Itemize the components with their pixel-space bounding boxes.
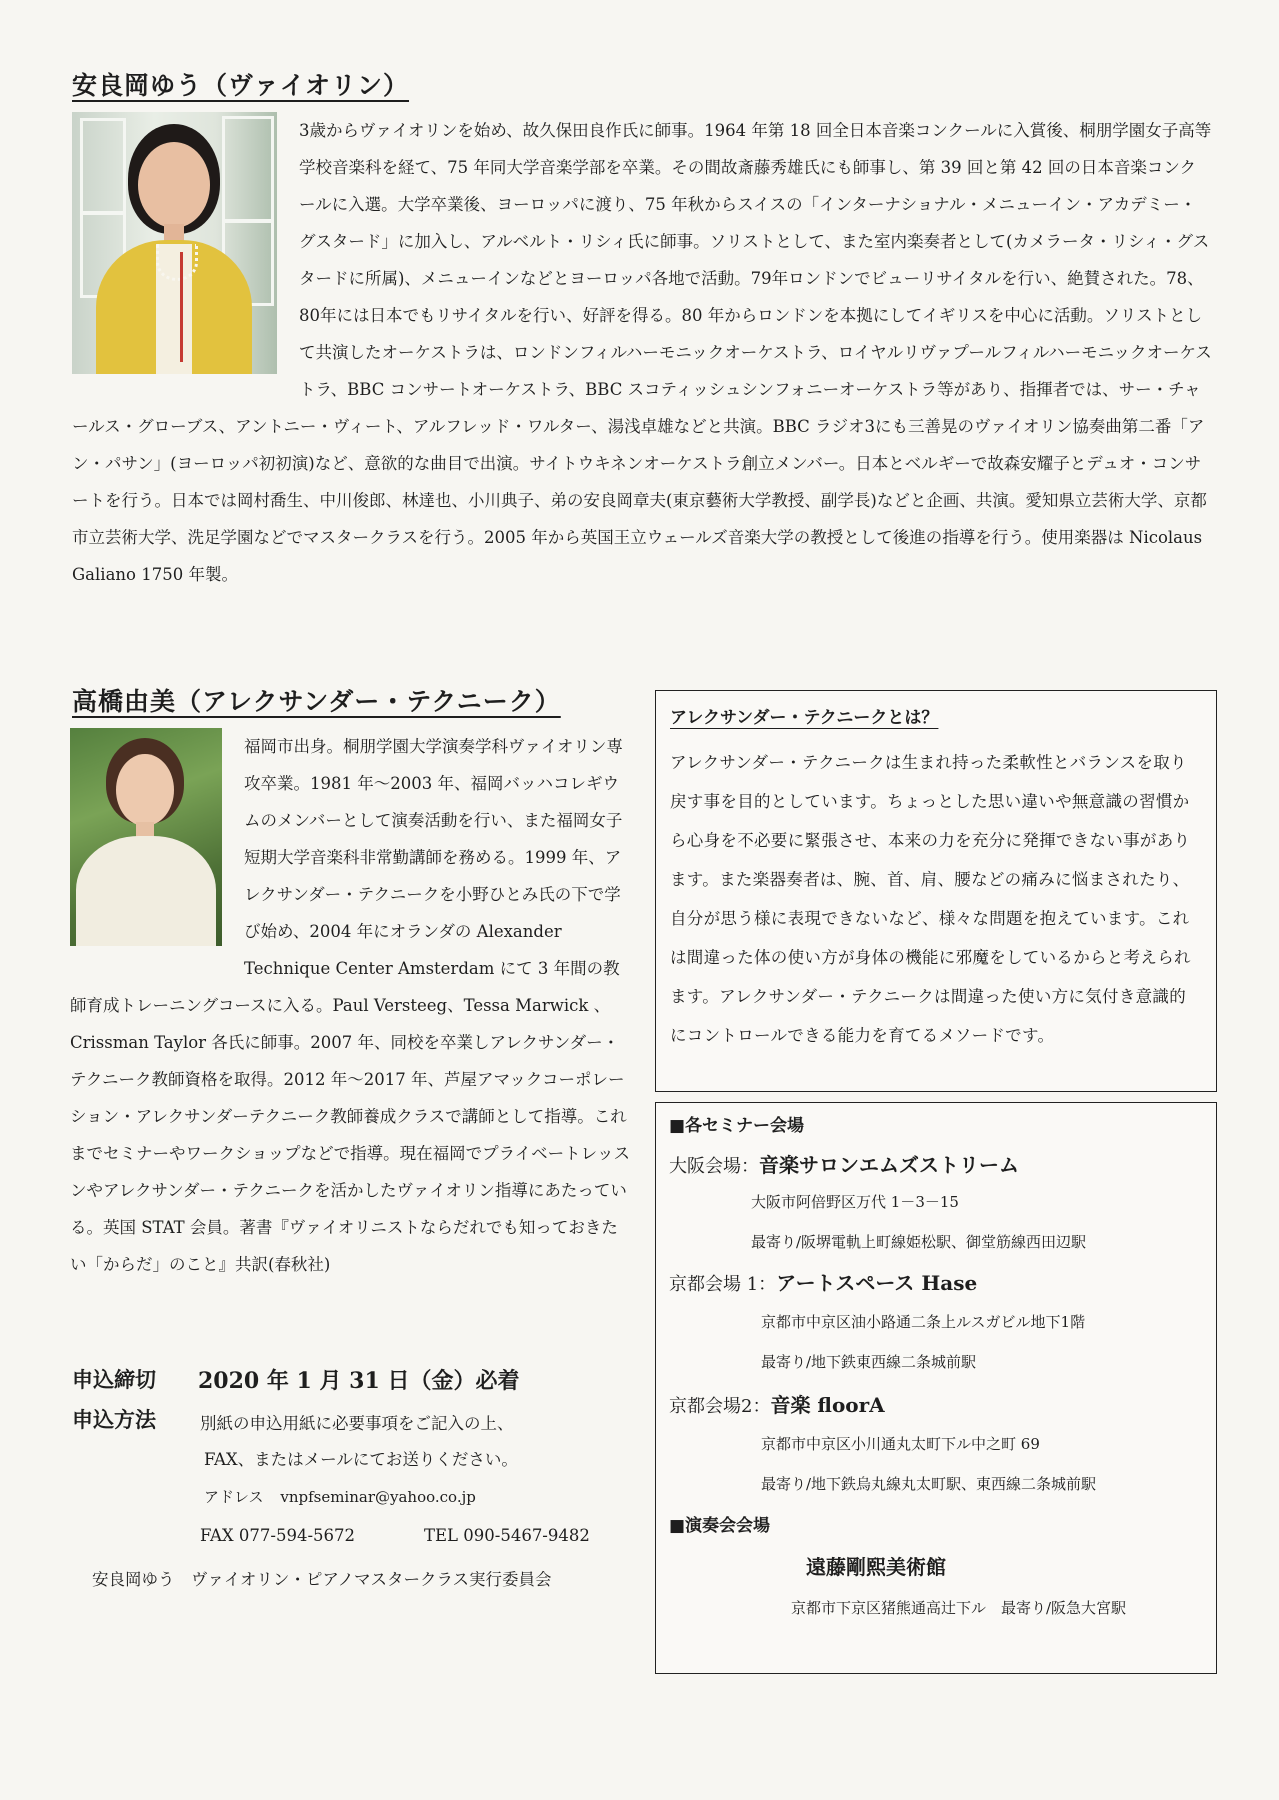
email-address: vnpfseminar@yahoo.co.jp <box>280 1488 476 1506</box>
deadline-label: 申込締切 <box>72 1367 156 1392</box>
about-box-title: アレクサンダー・テクニークとは？ <box>670 708 939 728</box>
profile2-section <box>70 728 630 1283</box>
kyoto2-venue-label: 京都会場2： <box>669 1396 771 1417</box>
kyoto1-venue-name: アートスペース Hase <box>776 1271 978 1295</box>
fax-number: FAX 077-594-5672 <box>200 1526 356 1545</box>
tel-number: TEL 090-5467-9482 <box>424 1526 590 1545</box>
osaka-venue-name: 音楽サロンエムズストリーム <box>759 1153 1019 1177</box>
profile2-heading: 高橋由美（アレクサンダー・テクニーク） <box>72 687 561 716</box>
address-label: アドレス <box>204 1488 264 1506</box>
osaka-venue-label: 大阪会場： <box>669 1156 759 1177</box>
osaka-access: 最寄り/阪堺電軌上町線姫松駅、御堂筋線西田辺駅 <box>751 1233 1087 1251</box>
kyoto1-access: 最寄り/地下鉄東西線二条城前駅 <box>761 1353 977 1371</box>
kyoto2-access: 最寄り/地下鉄烏丸線丸太町駅、東西線二条城前駅 <box>761 1475 1097 1493</box>
profile1-photo <box>72 112 277 374</box>
method-label: 申込方法 <box>72 1407 156 1432</box>
kyoto2-venue <box>669 1389 885 1418</box>
concert-venue <box>806 1551 946 1580</box>
profile2-photo <box>70 728 222 946</box>
method-line2: FAX、またはメールにてお送りください。 <box>204 1450 518 1469</box>
concert-venue-heading: ■演奏会会場 <box>669 1516 771 1536</box>
about-box <box>655 690 1217 1092</box>
kyoto2-venue-name: 音楽 floorA <box>770 1393 885 1417</box>
method-line1: 別紙の申込用紙に必要事項をご記入の上、 <box>200 1414 514 1433</box>
profile1-bio: 3歳からヴァイオリンを始め、故久保田良作氏に師事。1964 年第 18 回全日本音楽コンクールに入賞後、桐朋学園女子高等学校音楽科を経て、75 年同大学音楽学部を卒業。その間故斎藤秀雄氏にも師事し、第 39 回と第 42 回の日本音楽コンクールに入選。大学卒業後、ヨーロッパに渡り、75 年秋からスイスの「インターナショナル・メニューイン・アカデミー・グスタード」に加入し、アルベルト・リシィ氏に師事。ソリストとして、また室内楽奏者として(カメラータ・リシィ・グスタードに所属)、メニューインなどとヨーロッパ各地で活動。79年ロンドンでビューリサイタルを行い、絶賛された。78、80年には日本でもリサイタルを行い、好評を得る。80 年からロンドンを本拠にしてイギリスを中心に活動。ソリストとして共演したオーケストラは、ロンドンフィルハーモニックオーケストラ、ロイヤルリヴァプールフィルハーモニックオーケストラ、BBC コンサートオーケストラ、BBC スコティッシュシンフォニーオーケストラ等があり、指揮者では、サー・チャールス・グローブス、アントニー・ヴィート、アルフレッド・ワルター、湯浅卓雄などと共演。BBC ラジオ3にも三善晃のヴァイオリン協奏曲第二番「アン・パサン」(ヨーロッパ初初演)など、意欲的な曲目で出演。サイトウキネンオーケストラ創立メンバー。日本とベルギーで故森安耀子とデュオ・コンサートを行う。日本では岡村喬生、中川俊郎、林達也、小川典子、弟の安良岡章夫(東京藝術大学教授、副学長)などと企画、共演。愛知県立芸術大学、京都市立芸術大学、洗足学園などでマスタークラスを行う。2005 年から英国王立ウェールズ音楽大学の教授として後進の指導を行う。使用楽器は Nicolaus Galiano 1750 年製。 <box>72 121 1212 584</box>
concert-address: 京都市下京区猪熊通高辻下ル 最寄り/阪急大宮駅 <box>791 1599 1127 1617</box>
kyoto2-address: 京都市中京区小川通丸太町下ル中之町 69 <box>761 1435 1040 1453</box>
venues-box <box>655 1102 1217 1674</box>
osaka-venue <box>669 1149 1019 1178</box>
profile1-heading: 安良岡ゆう（ヴァイオリン） <box>72 71 410 100</box>
about-box-text: アレクサンダー・テクニークは生まれ持った柔軟性とバランスを取り戻す事を目的としています。ちょっとした思い違いや無意識の習慣から心身を不必要に緊張させ、本来の力を充分に発揮できない事があります。また楽器奏者は、腕、首、肩、腰などの痛みに悩まされたり、自分が思う様に表現できないなど、様々な問題を抱えています。これは間違った体の使い方が身体の機能に邪魔をしているからと考えられます。アレクサンダー・テクニークは間違った使い方に気付き意識的にコントロールできる能力を育てるメソードです。 <box>670 753 1191 1045</box>
profile2-bio: 福岡市出身。桐朋学園大学演奏学科ヴァイオリン専攻卒業。1981 年～2003 年、福岡バッハコレギウムのメンバーとして演奏活動を行い、また福岡女子短期大学音楽科非常勤講師を務める。1999 年、アレクサンダー・テクニークを小野ひとみ氏の下で学び始め、2004 年にオランダの Alexander Technique Center Amsterdam にて 3 年間の教師育成トレーニングコースに入る。Paul Versteeg、Tessa Marwick 、Crissman Taylor 各氏に師事。2007 年、同校を卒業しアレクサンダー・テクニーク教師資格を取得。2012 年～2017 年、芦屋アマックコーポレーション・アレクサンダーテクニーク教師養成クラスで講師として指導。これまでセミナーやワークショップなどで指導。現在福岡でプライベートレッスンやアレクサンダー・テクニークを活かしたヴァイオリン指導にあたっている。英国 STAT 会員。著書『ヴァイオリニストならだれでも知っておきたい「からだ」のこと』共訳(春秋社) <box>70 737 631 1274</box>
deadline-value: 2020 年 1 月 31 日（金）必着 <box>198 1368 520 1394</box>
osaka-address: 大阪市阿倍野区万代 1－3－15 <box>751 1193 959 1211</box>
seminar-venues-heading: ■各セミナー会場 <box>669 1116 805 1136</box>
concert-venue-name: 遠藤剛熙美術館 <box>806 1555 946 1579</box>
profile1-section <box>72 112 1212 593</box>
kyoto1-venue <box>669 1267 977 1296</box>
organizer: 安良岡ゆう ヴァイオリン・ピアノマスタークラス実行委員会 <box>92 1570 552 1589</box>
email-row <box>204 1486 476 1507</box>
kyoto1-address: 京都市中京区油小路通二条上ルスガビル地下1階 <box>761 1313 1086 1331</box>
kyoto1-venue-label: 京都会場 1： <box>669 1274 777 1295</box>
